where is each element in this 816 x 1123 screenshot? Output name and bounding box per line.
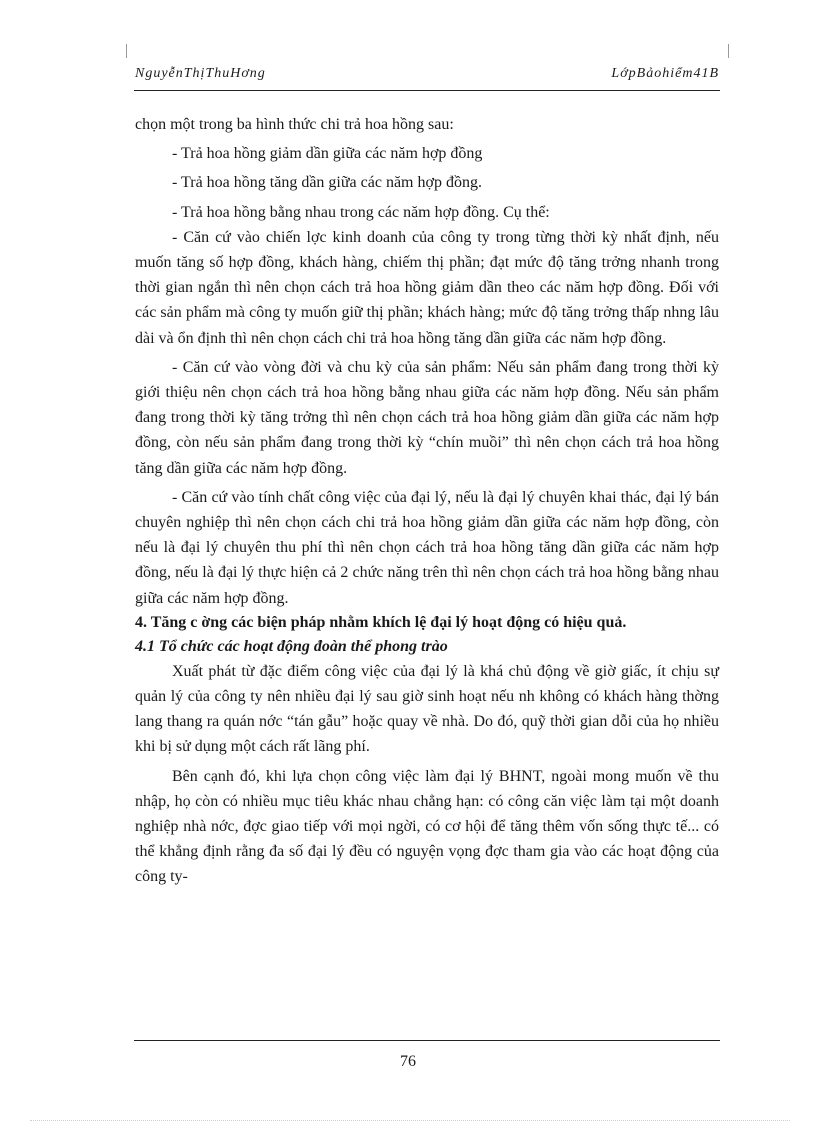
header-divider <box>134 90 720 91</box>
section-heading: 4. Tăng c ờng các biện pháp nhằm khích lệ đại lý hoạt động có hiệu quả. <box>135 613 627 631</box>
paragraph: Xuất phát từ đặc điểm công việc của đại lý là khá chủ động về giờ giấc, ít chịu sự quản lý của công ty nên nhiều đại lý sau giờ sinh hoạt nếu nh không có khách hàng thờng lang thang ra quán nớc “tán gẫu” hoặc quay về nhà. Do đó, quỹ thời gian dỗi của họ nhiều khi bị sử dụng một cách rất lãng phí. <box>135 662 719 756</box>
crop-mark-right <box>720 44 729 58</box>
paragraph: - Căn cứ vào tính chất công việc của đại lý, nếu là đại lý chuyên khai thác, đại lý bán chuyên nghiệp thì nên chọn cách chi trả hoa hồng giảm dần giữa các năm hợp đồng, còn nếu là đại lý chuyên thu phí thì nên chọn cách trả hoa hồng tăng dần giữa các năm hợp đồng, nếu là đại lý thực hiện cả 2 chức năng trên thì nên chọn cách trả hoa hồng bằng nhau giữa các năm hợp đồng. <box>135 488 719 607</box>
header-class: LớpBảohiểm41B <box>611 66 719 81</box>
paragraph: - Căn cứ vào vòng đời và chu kỳ của sản phẩm: Nếu sản phẩm đang trong thời kỳ giới thiệu nên chọn cách trả hoa hồng bằng nhau giữa các năm hợp đồng. Nếu sản phẩm đang trong thời kỳ tăng trởng thì nên chọn cách trả hoa hồng giảm dần giữa các năm hợp đồng, còn nếu sản phẩm đang trong thời kỳ “chín muồi” thì nên chọn cách trả hoa hồng tăng dần giữa các năm hợp đồng. <box>135 358 719 477</box>
bullet-item: - Trả hoa hồng giảm dần giữa các năm hợp đồng <box>172 145 483 163</box>
bullet-item: - Trả hoa hồng tăng dần giữa các năm hợp đồng. <box>172 174 482 192</box>
header-author: NguyễnThịThuHơng <box>135 66 266 81</box>
subsection-heading: 4.1 Tổ chức các hoạt động đoàn thể phong trào <box>135 637 448 655</box>
paragraph: chọn một trong ba hình thức chi trả hoa hồng sau: <box>135 116 454 133</box>
footer-divider <box>134 1040 720 1041</box>
crop-mark-left <box>126 44 135 58</box>
page-header <box>135 66 719 88</box>
bullet-item: - Trả hoa hồng bằng nhau trong các năm hợp đồng. Cụ thể: <box>172 203 550 221</box>
page-number: 76 <box>400 1053 416 1070</box>
paragraph: - Căn cứ vào chiến lợc kinh doanh của công ty trong từng thời kỳ nhất định, nếu muốn tăng số hợp đồng, khách hàng, chiếm thị phần; đạt mức độ tăng trởng nhanh trong thời gian ngắn thì nên chọn cách trả hoa hồng giảm dần theo các năm hợp đồng. Đối với các sản phẩm mà công ty muốn giữ thị phần; khách hàng; mức độ tăng trởng thấp nhng lâu dài và ổn định thì nên chọn cách chi trả hoa hồng tăng dần giữa các năm hợp đồng. <box>135 228 719 347</box>
paragraph: Bên cạnh đó, khi lựa chọn công việc làm đại lý BHNT, ngoài mong muốn về thu nhập, họ còn có nhiều mục tiêu khác nhau chẳng hạn: có công căn việc làm tại một doanh nghiệp nhà nớc, đợc giao tiếp với mọi ngời, có cơ hội để tăng thêm vốn sống thực tế... có thể khẳng định rằng đa số đại lý đều có nguyện vọng đợc tham gia vào các hoạt động của công ty- <box>135 767 719 886</box>
page-edge-dots <box>30 1120 790 1121</box>
page-body <box>135 112 719 890</box>
